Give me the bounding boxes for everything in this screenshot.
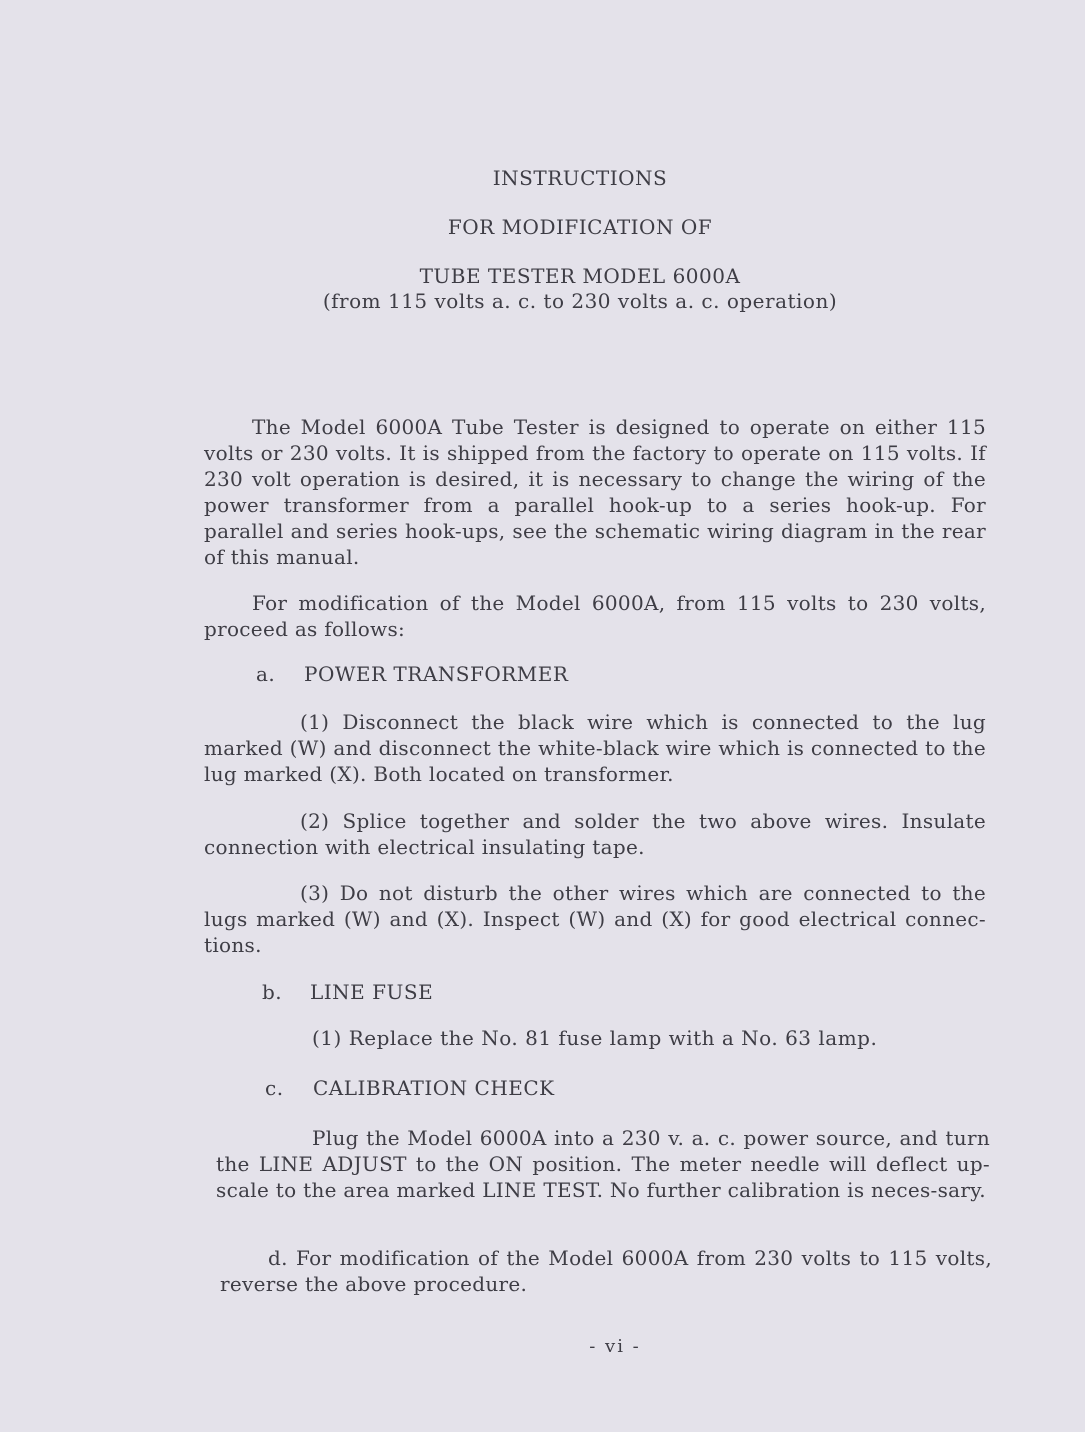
page-number: - vi -: [589, 1336, 641, 1357]
section-a-title: POWER TRANSFORMER: [304, 662, 569, 686]
section-a-heading: [256, 662, 568, 686]
section-c-heading: [265, 1076, 555, 1100]
section-b-letter: b.: [262, 980, 283, 1004]
title-subtitle: (from 115 volts a. c. to 230 volts a. c. operation): [322, 289, 838, 313]
section-a-step-2: (2) Splice together and solder the two above wires. Insulate connection with electrical insulating tape.: [204, 809, 986, 859]
title-model: TUBE TESTER MODEL 6000A: [419, 264, 741, 288]
section-a-step-1: (1) Disconnect the black wire which is connected to the lug marked (W) and disconnect the white-black wire which is connected to the lug marked (X). Both located on transformer.: [204, 710, 986, 786]
section-c-letter: c.: [265, 1076, 284, 1100]
procedure-intro-paragraph: For modification of the Model 6000A, from 115 volts to 230 volts, proceed as follows:: [204, 591, 986, 641]
section-a-step-3: (3) Do not disturb the other wires which are connected to the lugs marked (W) and (X). Inspect (W) and (X) for good electrical connec-tions.: [204, 881, 986, 957]
title-for-modification: FOR MODIFICATION OF: [447, 215, 713, 239]
section-a-letter: a.: [256, 662, 276, 686]
intro-paragraph: The Model 6000A Tube Tester is designed to operate on either 115 volts or 230 volts. It is shipped from the factory to operate on 115 volts. If 230 volt operation is desired, it is necessary to change the wiring of the power transformer from a parallel hook-up to a series hook-up. For parallel and series hook-ups, see the schematic wiring diagram in the rear of this manual.: [204, 415, 986, 569]
section-b-title: LINE FUSE: [310, 980, 434, 1004]
section-b-heading: [262, 980, 433, 1004]
title-instructions: INSTRUCTIONS: [492, 166, 668, 190]
section-c-title: CALIBRATION CHECK: [313, 1076, 555, 1100]
section-b-step-1: (1) Replace the No. 81 fuse lamp with a No. 63 lamp.: [312, 1026, 878, 1050]
section-c-text: Plug the Model 6000A into a 230 v. a. c. power source, and turn the LINE ADJUST to the ON position. The meter needle will deflect up-scale to the area marked LINE TEST. No further calibration is neces-sary.: [216, 1126, 990, 1202]
section-d-text: d. For modification of the Model 6000A from 230 volts to 115 volts, reverse the above procedure.: [220, 1246, 992, 1296]
